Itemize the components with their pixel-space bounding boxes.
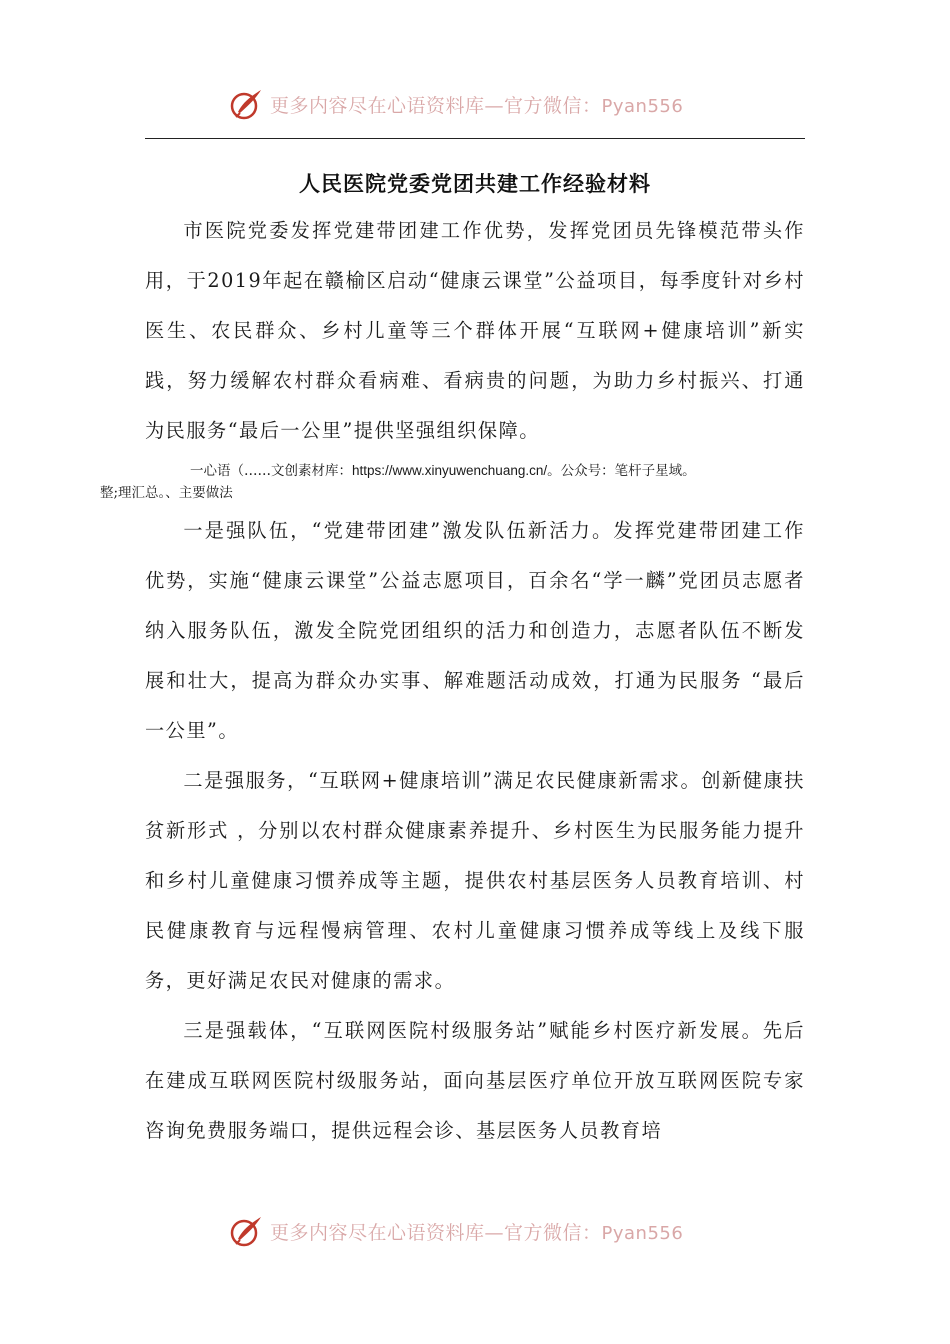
quill-logo-icon xyxy=(228,1213,264,1249)
paragraph-team: 一是强队伍，“党建带团建”激发队伍新活力。发挥党建带团建工作优势，实施“健康云课堂”公益志愿项目，百余名“学一麟”党团员志愿者纳入服务队伍，激发全院党团组织的活力和创造力，志愿者队伍不断发展和壮大，提高为群众办实事、解难题活动成效，打通为民服务 “最后一公里”。 xyxy=(145,519,805,742)
header-rule xyxy=(145,138,805,139)
watermark-banner-top xyxy=(228,86,728,122)
paragraph-platform: 三是强载体，“互联网医院村级服务站”赋能乡村医疗新发展。先后在建成互联网医院村级服务站，面向基层医疗单位开放互联网医院专家咨询免费服务端口，提供远程会诊、基层医务人员教育培 xyxy=(145,1019,805,1142)
intro-paragraph: 市医院党委发挥党建带团建工作优势，发挥党团员先锋模范带头作用，于2019年起在赣榆区启动“健康云课堂”公益项目，每季度针对乡村医生、农民群众、乡村儿童等三个群体开展“互联网+健康培训”新实践，努力缓解农村群众看病难、看病贵的问题，为助力乡村振兴、打通为民服务“最后一公里”提供坚强组织保障。 xyxy=(145,219,805,442)
watermark-banner-bottom xyxy=(228,1213,728,1249)
watermark-text: 更多内容尽在心语资料库—官方微信：Pyan556 xyxy=(270,94,684,117)
source-note: 一心语（……文创素材库：https://www.xinyuwenchuang.cn/。公众号：笔杆子星域。 整;理汇总。、主要做法 xyxy=(100,463,696,501)
paragraph-service: 二是强服务，“互联网+健康培训”满足农民健康新需求。创新健康扶贫新形式 ，分别以农村群众健康素养提升、乡村医生为民服务能力提升和乡村儿童健康习惯养成等主题，提供农村基层医务人员教育培训、村民健康教育与远程慢病管理、农村儿童健康习惯养成等线上及线下服务，更好满足农民对健康的需求。 xyxy=(145,769,805,992)
quill-logo-icon xyxy=(228,86,264,122)
watermark-text: 更多内容尽在心语资料库—官方微信：Pyan556 xyxy=(270,1221,684,1244)
document-title: 人民医院党委党团共建工作经验材料 xyxy=(299,172,651,196)
document-body xyxy=(100,206,805,1156)
